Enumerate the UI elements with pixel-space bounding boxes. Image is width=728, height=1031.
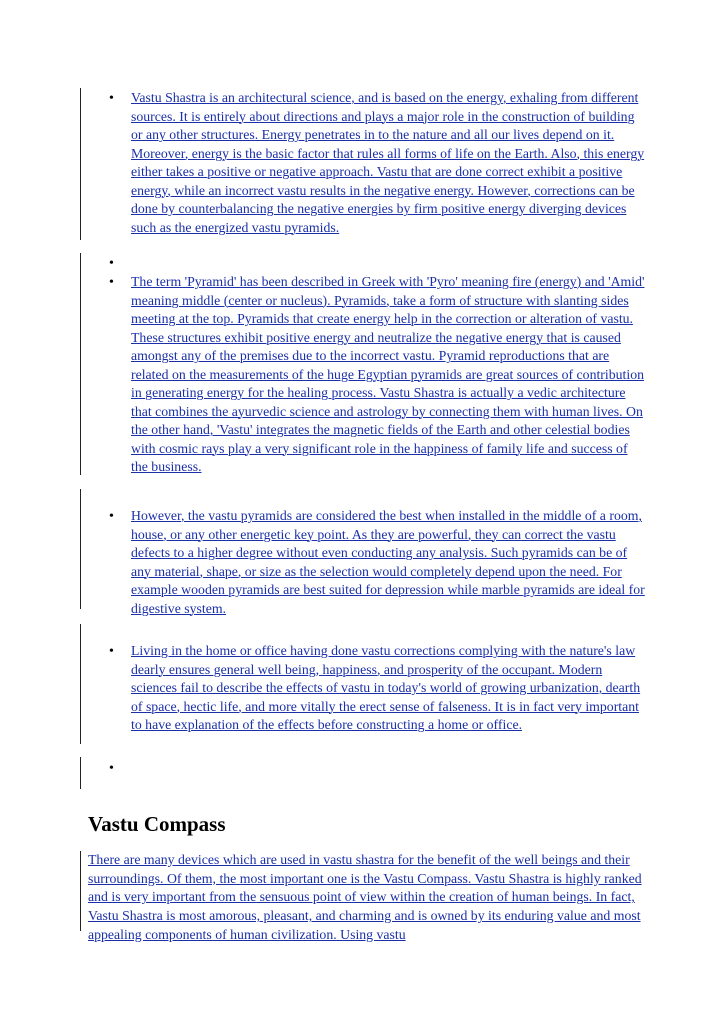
list-item [0,759,647,778]
bullet-link-vastu-corrections[interactable]: Living in the home or office having done vastu corrections complying with the nature's law dearly ensures general well being, happiness, and prosperity of the occupant. Modern sciences fail to describe the effects of vastu in today's world of growing urbanization, dearth of space, hectic life, and more vitally the erect sense of falseness. It is in fact very important to have explanation of the effects before constructing a home or office. [131,643,641,732]
bullet-list [0,89,728,237]
bullet-marker: • [109,91,114,106]
section-paragraph-link[interactable]: There are many devices which are used in vastu shastra for the benefit of the well beings and their surroundings. Of them, the most important one is the Vastu Compass. Vastu Shastra is highly ranked and is very important from the sensuous point of view within the creation of human beings. In fact, Vastu Shastra is most amorous, pleasant, and charming and is owned by its enduring value and most appealing components of human civilization. Using vastu [88,852,642,942]
change-bar [80,851,81,931]
list-item [0,89,647,237]
bullet-marker: • [109,761,114,776]
bullet-link-vastu-shastra[interactable]: Vastu Shastra is an architectural science, and is based on the energy, exhaling from different sources. It is entirely about directions and plays a major role in the construction of building or any other structures. Energy penetrates in to the nature and all our lives depend on it. Moreover, energy is the basic factor that rules all forms of life on the Earth. Also, this energy either takes a positive or negative approach. Vastu that are done correct exhibit a positive energy, while an incorrect vastu results in the negative energy. However, corrections can be done by counterbalancing the negative energies by firm positive energy diverging devices such as the energized vastu pyramids. [131,90,645,235]
bullet-list [0,759,728,778]
bullet-list [0,623,728,735]
list-item [0,254,647,273]
list-item [0,507,647,618]
bullet-list [0,254,728,477]
bullet-marker: • [109,275,114,290]
list-item [0,642,647,735]
bullet-marker: • [109,644,114,659]
bullet-marker: • [109,509,114,524]
list-item [0,273,647,477]
bullet-link-pyramid-term[interactable]: The term 'Pyramid' has been described in Greek with 'Pyro' meaning fire (energy) and 'Amid' meaning middle (center or nucleus). Pyramids, take a form of structure with slanting sides meeting at the top. Pyramids that create energy help in the correction or alteration of vastu. These structures exhibit positive energy and neutralize the negative energy that is caused amongst any of the premises due to the incorrect vastu. Pyramid reproductions that are related on the measurements of the huge Egyptian pyramids are great sources of contribution in generating energy for the healing process. Vastu Shastra is actually a vedic architecture that combines the ayurvedic science and astrology by connecting them with human lives. On the other hand, 'Vastu' integrates the magnetic fields of the Earth and other celestial bodies with cosmic rays play a very significant role in the happiness of family life and success of the business. [131,274,645,474]
section-heading: Vastu Compass [88,812,226,836]
bullet-list [0,488,728,618]
bullet-link-vastu-pyramids[interactable]: However, the vastu pyramids are considered the best when installed in the middle of a room, house, or any other energetic key point. As they are powerful, they can correct the vastu defects to a higher degree without even conducting any analysis. Such pyramids can be of any material, shape, or size as the selection would completely depend upon the need. For example wooden pyramids are best suited for depression while marble pyramids are ideal for digestive system. [131,508,645,616]
bullet-marker: • [109,256,114,271]
